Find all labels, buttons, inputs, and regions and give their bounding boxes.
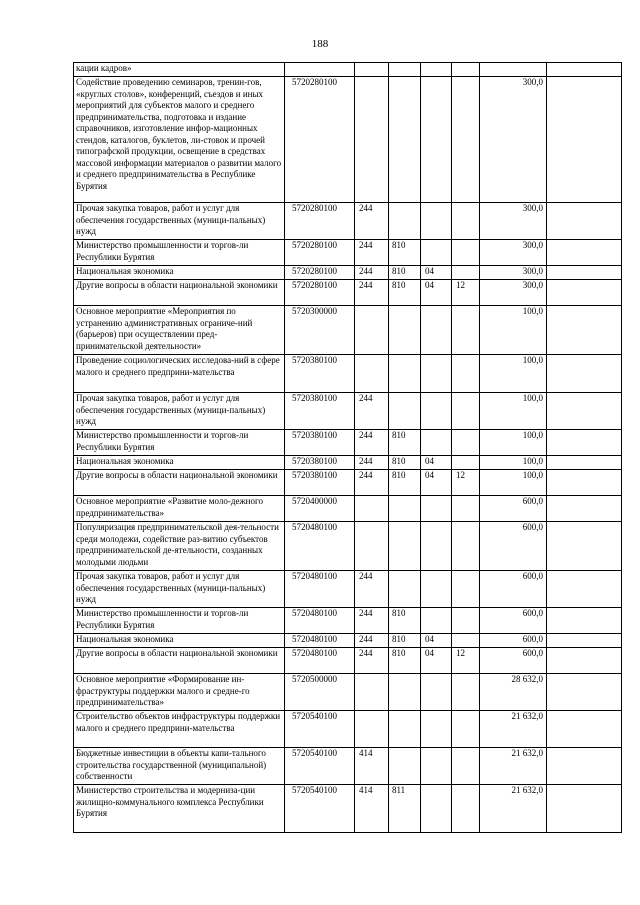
- table-row: [74, 785, 622, 833]
- row-name-cell: Национальная экономика: [74, 266, 285, 280]
- row-name-cell: Национальная экономика: [74, 634, 285, 648]
- ministry-code-cell: 810: [389, 648, 421, 674]
- amount-cell: 600,0: [480, 571, 547, 608]
- target-article-cell: 5720500000: [285, 674, 355, 711]
- expense-type-cell: 244: [355, 430, 389, 456]
- subsection-cell: [452, 203, 480, 240]
- row-name-cell: Строительство объектов инфраструктуры поддержки малого и среднего предприни-мательства: [74, 711, 285, 748]
- table-row: [74, 306, 622, 355]
- empty-cell: [547, 456, 622, 470]
- row-name-cell: Прочая закупка товаров, работ и услуг для обеспечения государственных (муници-пальных) нужд: [74, 393, 285, 430]
- subsection-cell: [452, 63, 480, 77]
- ministry-code-cell: 810: [389, 456, 421, 470]
- ministry-code-cell: [389, 711, 421, 748]
- target-article-cell: 5720540100: [285, 748, 355, 785]
- ministry-code-cell: 810: [389, 280, 421, 306]
- section-cell: [421, 608, 452, 634]
- subsection-cell: 12: [452, 470, 480, 496]
- expense-type-cell: 244: [355, 203, 389, 240]
- table-row: [74, 456, 622, 470]
- table-row: [74, 634, 622, 648]
- row-name-cell: Другие вопросы в области национальной экономики: [74, 648, 285, 674]
- section-cell: [421, 355, 452, 393]
- expense-type-cell: 244: [355, 280, 389, 306]
- ministry-code-cell: 810: [389, 240, 421, 266]
- expense-type-cell: 244: [355, 266, 389, 280]
- section-cell: 04: [421, 280, 452, 306]
- empty-cell: [547, 355, 622, 393]
- subsection-cell: [452, 608, 480, 634]
- target-article-cell: 5720380100: [285, 393, 355, 430]
- subsection-cell: [452, 496, 480, 522]
- expense-type-cell: [355, 496, 389, 522]
- target-article-cell: 5720280100: [285, 203, 355, 240]
- subsection-cell: [452, 748, 480, 785]
- empty-cell: [547, 748, 622, 785]
- subsection-cell: [452, 77, 480, 203]
- section-cell: 04: [421, 634, 452, 648]
- table-row: [74, 608, 622, 634]
- section-cell: 04: [421, 266, 452, 280]
- row-name-cell: Прочая закупка товаров, работ и услуг для обеспечения государственных (муници-пальных) нужд: [74, 571, 285, 608]
- amount-cell: 100,0: [480, 306, 547, 355]
- empty-cell: [547, 280, 622, 306]
- table-row: [74, 266, 622, 280]
- expense-type-cell: [355, 77, 389, 203]
- amount-cell: 300,0: [480, 240, 547, 266]
- section-cell: [421, 77, 452, 203]
- section-cell: [421, 711, 452, 748]
- row-name-cell: Министерство промышленности и торгов-ли Республики Бурятия: [74, 240, 285, 266]
- row-name-cell: Бюджетные инвестиции в объекты капи-тального строительства государственной (муниципальной) собственности: [74, 748, 285, 785]
- empty-cell: [547, 674, 622, 711]
- budget-table: [73, 62, 622, 833]
- row-name-cell: Основное мероприятие «Формирование ин-фраструктуры поддержки малого и средне-го предпринимательства»: [74, 674, 285, 711]
- section-cell: [421, 63, 452, 77]
- empty-cell: [547, 522, 622, 571]
- target-article-cell: 5720480100: [285, 522, 355, 571]
- expense-type-cell: [355, 674, 389, 711]
- subsection-cell: [452, 393, 480, 430]
- ministry-code-cell: [389, 674, 421, 711]
- table-row: [74, 674, 622, 711]
- section-cell: [421, 522, 452, 571]
- expense-type-cell: 244: [355, 470, 389, 496]
- target-article-cell: 5720540100: [285, 785, 355, 833]
- subsection-cell: 12: [452, 648, 480, 674]
- row-name-cell: Министерство промышленности и торгов-ли Республики Бурятия: [74, 430, 285, 456]
- target-article-cell: 5720380100: [285, 355, 355, 393]
- row-name-cell: Другие вопросы в области национальной экономики: [74, 470, 285, 496]
- table-row: [74, 711, 622, 748]
- amount-cell: [480, 63, 547, 77]
- row-name-cell: Популяризация предпринимательской дея-тельности среди молодежи, содействие раз-витию субъектов предпринимательской де-ятельности, созданных молодыми людьми: [74, 522, 285, 571]
- page-number: 188: [311, 38, 329, 50]
- row-name-cell: Основное мероприятие «Развитие моло-дежного предпринимательства»: [74, 496, 285, 522]
- row-name-cell: Министерство строительства и модерниза-ции жилищно-коммунального комплекса Республики Бурятия: [74, 785, 285, 833]
- target-article-cell: 5720380100: [285, 456, 355, 470]
- expense-type-cell: 244: [355, 240, 389, 266]
- ministry-code-cell: [389, 571, 421, 608]
- empty-cell: [547, 266, 622, 280]
- ministry-code-cell: [389, 748, 421, 785]
- section-cell: 04: [421, 470, 452, 496]
- ministry-code-cell: [389, 522, 421, 571]
- row-name-cell: Основное мероприятие «Мероприятия по устранению административных ограниче-ний (барьеров) при осуществлении пред-принимательской деятельности»: [74, 306, 285, 355]
- row-name-cell: Национальная экономика: [74, 456, 285, 470]
- empty-cell: [547, 496, 622, 522]
- amount-cell: 28 632,0: [480, 674, 547, 711]
- subsection-cell: [452, 522, 480, 571]
- amount-cell: 600,0: [480, 648, 547, 674]
- table-row: [74, 748, 622, 785]
- expense-type-cell: [355, 355, 389, 393]
- row-name-cell: Министерство промышленности и торгов-ли Республики Бурятия: [74, 608, 285, 634]
- subsection-cell: [452, 785, 480, 833]
- section-cell: [421, 203, 452, 240]
- ministry-code-cell: 810: [389, 266, 421, 280]
- expense-type-cell: 414: [355, 785, 389, 833]
- empty-cell: [547, 306, 622, 355]
- table-row: [74, 571, 622, 608]
- amount-cell: 600,0: [480, 522, 547, 571]
- amount-cell: 600,0: [480, 634, 547, 648]
- ministry-code-cell: 810: [389, 608, 421, 634]
- amount-cell: 21 632,0: [480, 748, 547, 785]
- section-cell: [421, 785, 452, 833]
- row-name-cell: Прочая закупка товаров, работ и услуг для обеспечения государственных (муници-пальных) нужд: [74, 203, 285, 240]
- empty-cell: [547, 240, 622, 266]
- amount-cell: 100,0: [480, 355, 547, 393]
- expense-type-cell: 244: [355, 393, 389, 430]
- target-article-cell: 5720280100: [285, 280, 355, 306]
- target-article-cell: 5720480100: [285, 571, 355, 608]
- empty-cell: [547, 393, 622, 430]
- empty-cell: [547, 77, 622, 203]
- amount-cell: 100,0: [480, 456, 547, 470]
- expense-type-cell: 244: [355, 634, 389, 648]
- row-name-cell: кации кадров»: [74, 63, 285, 77]
- row-name-cell: Другие вопросы в области национальной экономики: [74, 280, 285, 306]
- budget-table-body: [74, 63, 622, 833]
- table-row: [74, 63, 622, 77]
- target-article-cell: 5720300000: [285, 306, 355, 355]
- subsection-cell: 12: [452, 280, 480, 306]
- section-cell: [421, 240, 452, 266]
- subsection-cell: [452, 266, 480, 280]
- table-row: [74, 240, 622, 266]
- subsection-cell: [452, 306, 480, 355]
- ministry-code-cell: 810: [389, 470, 421, 496]
- table-row: [74, 77, 622, 203]
- amount-cell: 21 632,0: [480, 785, 547, 833]
- amount-cell: 300,0: [480, 77, 547, 203]
- empty-cell: [547, 634, 622, 648]
- section-cell: [421, 496, 452, 522]
- ministry-code-cell: [389, 393, 421, 430]
- table-row: [74, 280, 622, 306]
- expense-type-cell: 414: [355, 748, 389, 785]
- ministry-code-cell: 811: [389, 785, 421, 833]
- target-article-cell: 5720280100: [285, 240, 355, 266]
- target-article-cell: 5720400000: [285, 496, 355, 522]
- table-row: [74, 203, 622, 240]
- subsection-cell: [452, 430, 480, 456]
- amount-cell: 100,0: [480, 393, 547, 430]
- amount-cell: 300,0: [480, 266, 547, 280]
- section-cell: [421, 393, 452, 430]
- target-article-cell: 5720280100: [285, 77, 355, 203]
- row-name-cell: Содействие проведению семинаров, тренин-гов, «круглых столов», конференций, съездов и иных мероприятий для субъектов малого и среднего предпринимательства, подготовка и издание справочников, изготовление инфор-мационных стендов, каталогов, буклетов, ли-стовок и прочей типографской продукции, освещение в средствах массовой информации материалов о развитии малого и среднего предпринимательства в Республике Бурятия: [74, 77, 285, 203]
- subsection-cell: [452, 240, 480, 266]
- ministry-code-cell: [389, 496, 421, 522]
- section-cell: [421, 571, 452, 608]
- section-cell: 04: [421, 456, 452, 470]
- ministry-code-cell: [389, 63, 421, 77]
- subsection-cell: [452, 634, 480, 648]
- table-row: [74, 522, 622, 571]
- table-row: [74, 430, 622, 456]
- expense-type-cell: 244: [355, 456, 389, 470]
- expense-type-cell: 244: [355, 571, 389, 608]
- table-row: [74, 355, 622, 393]
- ministry-code-cell: 810: [389, 430, 421, 456]
- row-name-cell: Проведение социологических исследова-ний в сфере малого и среднего предприни-мательства: [74, 355, 285, 393]
- amount-cell: 600,0: [480, 496, 547, 522]
- subsection-cell: [452, 674, 480, 711]
- target-article-cell: 5720540100: [285, 711, 355, 748]
- empty-cell: [547, 711, 622, 748]
- empty-cell: [547, 608, 622, 634]
- target-article-cell: 5720480100: [285, 648, 355, 674]
- target-article-cell: 5720380100: [285, 430, 355, 456]
- amount-cell: 300,0: [480, 203, 547, 240]
- table-row: [74, 648, 622, 674]
- subsection-cell: [452, 571, 480, 608]
- table-row: [74, 470, 622, 496]
- target-article-cell: 5720480100: [285, 634, 355, 648]
- ministry-code-cell: [389, 306, 421, 355]
- table-row: [74, 496, 622, 522]
- target-article-cell: 5720480100: [285, 608, 355, 634]
- expense-type-cell: [355, 711, 389, 748]
- subsection-cell: [452, 711, 480, 748]
- target-article-cell: 5720280100: [285, 266, 355, 280]
- amount-cell: 100,0: [480, 430, 547, 456]
- target-article-cell: 5720380100: [285, 470, 355, 496]
- subsection-cell: [452, 355, 480, 393]
- target-article-cell: [285, 63, 355, 77]
- ministry-code-cell: 810: [389, 634, 421, 648]
- ministry-code-cell: [389, 203, 421, 240]
- subsection-cell: [452, 456, 480, 470]
- section-cell: [421, 430, 452, 456]
- expense-type-cell: [355, 522, 389, 571]
- section-cell: [421, 748, 452, 785]
- expense-type-cell: 244: [355, 608, 389, 634]
- empty-cell: [547, 430, 622, 456]
- empty-cell: [547, 648, 622, 674]
- empty-cell: [547, 785, 622, 833]
- section-cell: [421, 306, 452, 355]
- expense-type-cell: [355, 63, 389, 77]
- empty-cell: [547, 470, 622, 496]
- expense-type-cell: 244: [355, 648, 389, 674]
- section-cell: 04: [421, 648, 452, 674]
- table-row: [74, 393, 622, 430]
- ministry-code-cell: [389, 355, 421, 393]
- amount-cell: 300,0: [480, 280, 547, 306]
- empty-cell: [547, 203, 622, 240]
- expense-type-cell: [355, 306, 389, 355]
- ministry-code-cell: [389, 77, 421, 203]
- amount-cell: 21 632,0: [480, 711, 547, 748]
- empty-cell: [547, 63, 622, 77]
- section-cell: [421, 674, 452, 711]
- amount-cell: 100,0: [480, 470, 547, 496]
- empty-cell: [547, 571, 622, 608]
- amount-cell: 600,0: [480, 608, 547, 634]
